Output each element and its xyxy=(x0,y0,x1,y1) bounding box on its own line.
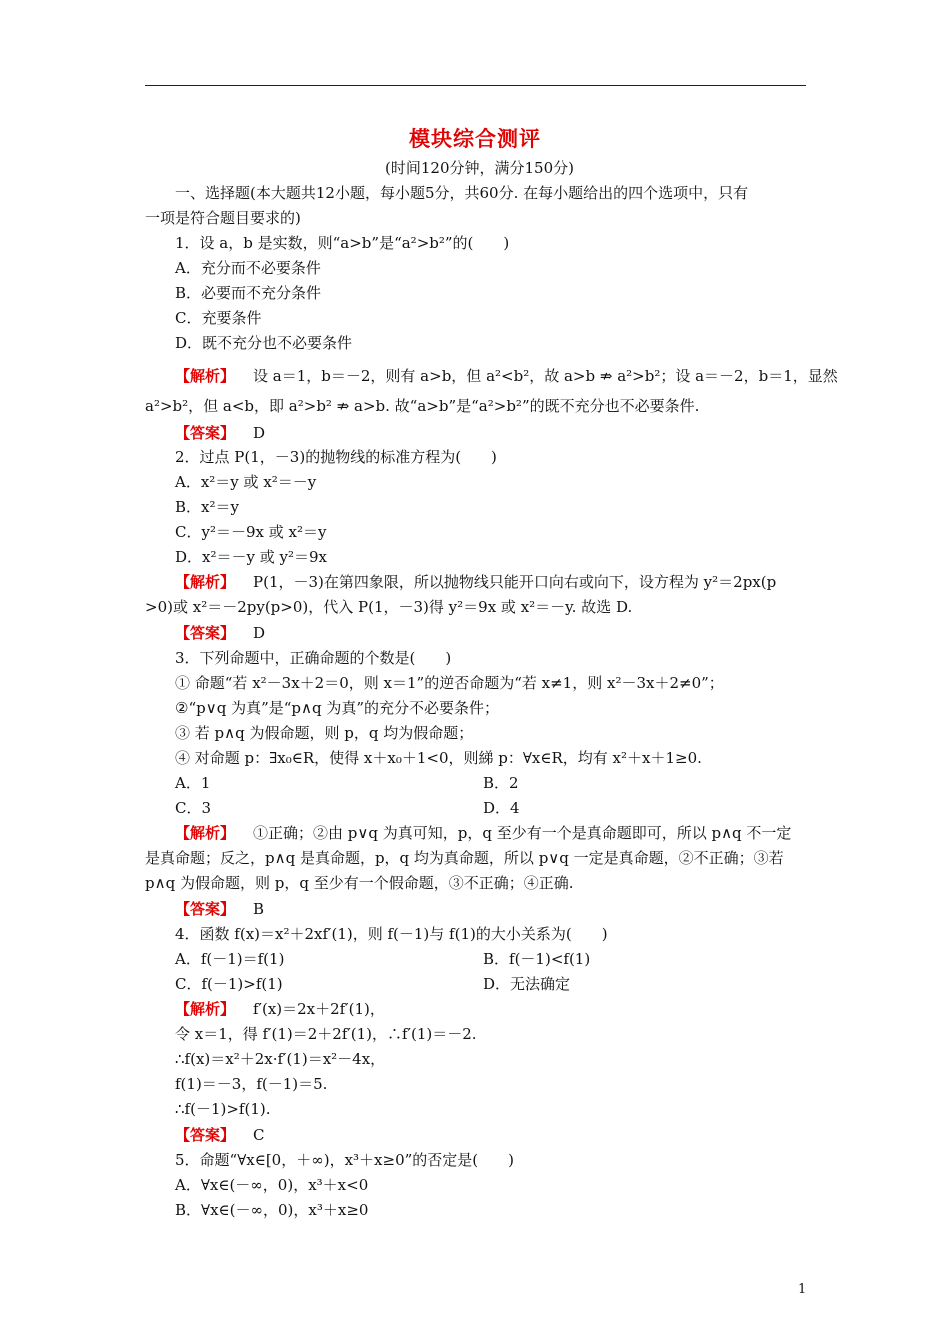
q3-statement-3: ③ 若 p∧q 为假命题，则 p，q 均为假命题； xyxy=(175,724,474,742)
q1-answer-value: D xyxy=(253,424,266,442)
answer-tag: 【答案】 xyxy=(175,624,236,642)
q3-analysis-cont-2: p∧q 为假命题，则 p，q 至少有一个假命题，③不正确；④正确. xyxy=(145,874,574,892)
analysis-tag: 【解析】 xyxy=(175,824,236,842)
answer-tag: 【答案】 xyxy=(175,900,236,918)
q4-analysis-line-5: ∴f(－1)>f(1). xyxy=(175,1100,271,1118)
q4-answer xyxy=(175,1125,265,1145)
q3-statement-2: ②“p∨q 为真”是“p∧q 为真”的充分不必要条件； xyxy=(175,699,500,717)
q4-option-d: D．无法确定 xyxy=(483,975,571,993)
analysis-tag: 【解析】 xyxy=(175,1000,236,1018)
q4-answer-value: C xyxy=(253,1126,265,1144)
q3-statement-4: ④ 对命题 p：∃x₀∈R，使得 x＋x₀＋1<0，则綈 p：∀x∈R，均有 x²＋x＋1≥0. xyxy=(175,749,702,767)
q1-stem: 1．设 a，b 是实数，则“a>b”是“a²>b²”的( ) xyxy=(175,234,510,252)
q3-option-c: C．3 xyxy=(175,799,212,817)
q4-option-b: B．f(－1)<f(1) xyxy=(483,950,591,968)
q2-option-b: B．x²＝y xyxy=(175,498,239,516)
q4-analysis-line-2: 令 x＝1，得 f′(1)＝2＋2f′(1)，∴f′(1)＝－2. xyxy=(175,1025,477,1043)
q1-analysis-cont: a²>b²，但 a<b，即 a²>b² ⇏ a>b. 故“a>b”是“a²>b²”的既不充分也不必要条件. xyxy=(145,397,700,415)
section-heading: 一、选择题(本大题共12小题，每小题5分，共60分. 在每小题给出的四个选项中，只有 xyxy=(175,184,749,202)
q3-option-d: D．4 xyxy=(483,799,520,817)
q2-answer-value: D xyxy=(253,624,266,642)
q5-option-a: A．∀x∈(－∞，0)，x³＋x<0 xyxy=(175,1176,369,1194)
answer-tag: 【答案】 xyxy=(175,1126,236,1144)
q4-analysis-line-4: f(1)＝－3，f(－1)＝5. xyxy=(175,1075,328,1093)
q2-option-a: A．x²＝y 或 x²＝－y xyxy=(175,473,317,491)
q3-answer-value: B xyxy=(253,900,265,918)
q3-analysis-text: ①正确；②由 p∨q 为真可知，p，q 至少有一个是真命题即可，所以 p∧q 不一定 xyxy=(253,824,792,842)
q3-analysis xyxy=(175,823,791,843)
q3-answer xyxy=(175,899,264,919)
q4-analysis-line-3: ∴f(x)＝x²＋2x·f′(1)＝x²－4x， xyxy=(175,1050,386,1068)
q4-analysis-text: f′(x)＝2x＋2f′(1)， xyxy=(253,1000,385,1018)
analysis-tag: 【解析】 xyxy=(175,573,236,591)
q3-statement-1: ① 命题“若 x²－3x＋2＝0，则 x＝1”的逆否命题为“若 x≠1，则 x²－3x＋2≠0”； xyxy=(175,674,724,692)
answer-tag: 【答案】 xyxy=(175,424,236,442)
q3-option-a: A．1 xyxy=(175,774,211,792)
q1-option-a: A．充分而不必要条件 xyxy=(175,259,321,277)
q1-answer xyxy=(175,423,265,443)
page-title: 模块综合测评 xyxy=(409,126,541,151)
q1-option-c: C．充要条件 xyxy=(175,309,262,327)
q3-option-b: B．2 xyxy=(483,774,519,792)
q4-stem: 4．函数 f(x)＝x²＋2xf′(1)，则 f(－1)与 f(1)的大小关系为( ) xyxy=(175,925,608,943)
q4-option-c: C．f(－1)>f(1) xyxy=(175,975,283,993)
q3-stem: 3．下列命题中，正确命题的个数是( ) xyxy=(175,649,452,667)
q2-analysis xyxy=(175,572,776,592)
q1-option-d: D．既不充分也不必要条件 xyxy=(175,334,353,352)
q3-analysis-cont-1: 是真命题；反之，p∧q 是真命题，p，q 均为真命题，所以 p∨q 一定是真命题，②不正确；③若 xyxy=(145,849,784,867)
q4-analysis xyxy=(175,999,385,1019)
q2-option-c: C．y²＝－9x 或 x²＝y xyxy=(175,523,327,541)
q2-stem: 2．过点 P(1，－3)的抛物线的标准方程为( ) xyxy=(175,448,497,466)
q2-answer xyxy=(175,623,265,643)
q2-option-d: D．x²＝－y 或 y²＝9x xyxy=(175,548,328,566)
q5-stem: 5．命题“∀x∈[0，＋∞)，x³＋x≥0”的否定是( ) xyxy=(175,1151,514,1169)
section-heading-cont: 一项是符合题目要求的) xyxy=(145,209,301,227)
q4-option-a: A．f(－1)＝f(1) xyxy=(175,950,285,968)
analysis-tag: 【解析】 xyxy=(175,367,236,385)
q5-option-b: B．∀x∈(－∞，0)，x³＋x≥0 xyxy=(175,1201,369,1219)
q1-analysis-text: 设 a＝1，b＝－2，则有 a>b，但 a²<b²，故 a>b ⇏ a²>b²；设 a＝－2，b＝1，显然 xyxy=(253,367,838,385)
q1-analysis xyxy=(175,366,838,386)
header-rule xyxy=(145,85,806,86)
q2-analysis-cont: >0)或 x²＝－2py(p>0)，代入 P(1，－3)得 y²＝9x 或 x²＝－y. 故选 D. xyxy=(145,598,633,616)
page-subtitle: (时间120分钟，满分150分) xyxy=(385,159,574,177)
q2-analysis-text: P(1，－3)在第四象限，所以抛物线只能开口向右或向下，设方程为 y²＝2px(p xyxy=(253,573,777,591)
page-number: 1 xyxy=(798,1282,807,1297)
q1-option-b: B．必要而不充分条件 xyxy=(175,284,322,302)
